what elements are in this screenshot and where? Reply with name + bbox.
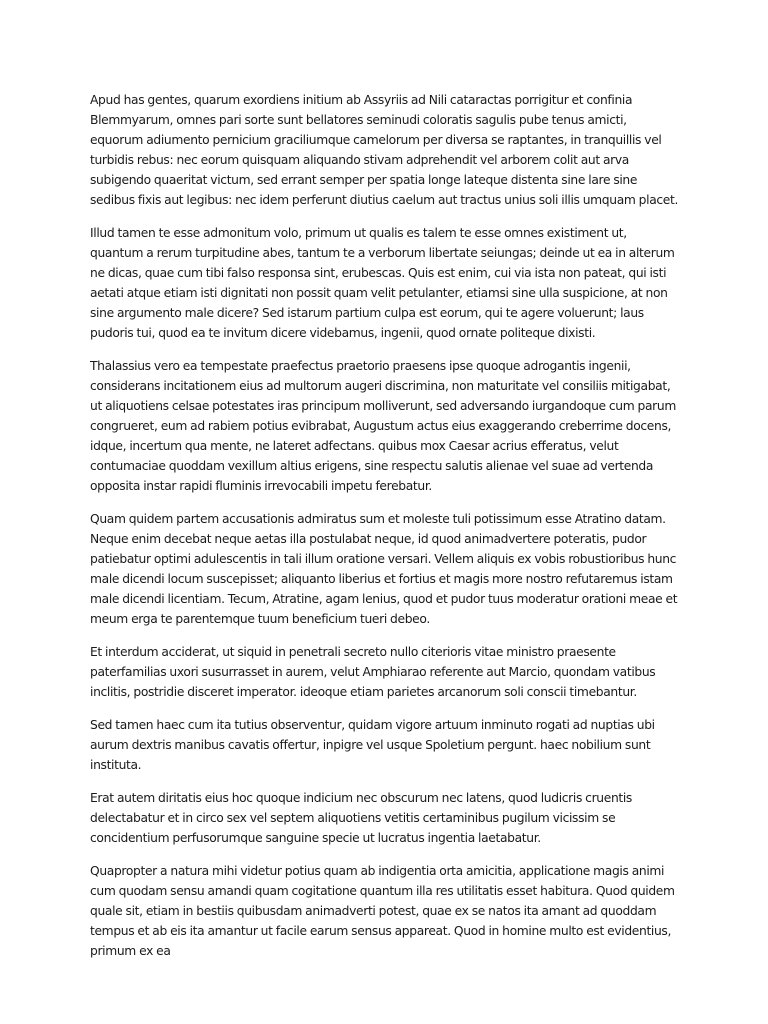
document-page <box>90 90 680 974</box>
paragraph-8: Quapropter a natura mihi videtur potius quam ab indigentia orta amicitia, applicatione magis animi cum quodam sensu amandi quam cogitatione quantum illa res utilitatis esset habitura. Quod quidem quale sit, etiam in bestiis quibusdam animadverti potest, quae ex se natos ita amant ad quoddam tempus et ab eis ita amantur ut facile earum sensus appareat. Quod in homine multo est evidentius, primum ex ea <box>90 864 675 958</box>
paragraph-6: Sed tamen haec cum ita tutius observentur, quidam vigore artuum inminuto rogati ad nuptias ubi aurum dextris manibus cavatis offertur, inpigre vel usque Spoletium pergunt. haec nobilium sunt instituta. <box>90 718 655 772</box>
paragraph-1: Apud has gentes, quarum exordiens initium ab Assyriis ad Nili cataractas porrigitur et confinia Blemmyarum, omnes pari sorte sunt bellatores seminudi coloratis sagulis pube tenus amicti, equorum adiumento pernicium graciliumque camelorum per diversa se raptantes, in tranquillis vel turbidis rebus: nec eorum quisquam aliquando stivam adprehendit vel arborem colit aut arva subigendo quaeritat victum, sed errant semper per spatia longe lateque distenta sine lare sine sedibus fixis aut legibus: nec idem perferunt diutius caelum aut tractus unius soli illis umquam placet. <box>90 93 679 207</box>
paragraph-2: Illud tamen te esse admonitum volo, primum ut qualis es talem te esse omnes existiment ut, quantum a rerum turpitudine abes, tantum te a verborum libertate seiungas; deinde ut ea in alterum ne dicas, quae cum tibi falso responsa sint, erubescas. Quis est enim, cui via ista non pateat, qui isti aetati atque etiam isti dignitati non possit quam velit petulanter, etiamsi sine ulla suspicione, at non sine argumento male dicere? Sed istarum partium culpa est eorum, qui te agere voluerunt; laus pudoris tui, quod ea te invitum dicere videbamus, ingenii, quod ornate politeque dixisti. <box>90 226 675 340</box>
paragraph-5: Et interdum acciderat, ut siquid in penetrali secreto nullo citerioris vitae ministro praesente paterfamilias uxori susurrasset in aurem, velut Amphiarao referente aut Marcio, quondam vatibus inclitis, postridie disceret imperator. ideoque etiam parietes arcanorum soli conscii timebantur. <box>90 645 656 699</box>
paragraph-7: Erat autem diritatis eius hoc quoque indicium nec obscurum nec latens, quod ludicris cruentis delectabatur et in circo sex vel septem aliquotiens vetitis certaminibus pugilum vicissim se concidentium perfusorumque sanguine specie ut lucratus ingentia laetabatur. <box>90 791 632 845</box>
paragraph-4: Quam quidem partem accusationis admiratus sum et moleste tuli potissimum esse Atratino datam. Neque enim decebat neque aetas illa postulabat neque, id quod animadvertere poteratis, pudor patiebatur optimi adulescentis in tali illum oratione versari. Vellem aliquis ex vobis robustioribus hunc male dicendi locum suscepisset; aliquanto liberius et fortius et magis more nostro refutaremus istam male dicendi licentiam. Tecum, Atratine, agam lenius, quod et pudor tuus moderatur orationi meae et meum erga te parentemque tuum beneficium tueri debeo. <box>90 512 678 626</box>
paragraph-3: Thalassius vero ea tempestate praefectus praetorio praesens ipse quoque adrogantis ingenii, considerans incitationem eius ad multorum augeri discrimina, non maturitate vel consiliis mitigabat, ut aliquotiens celsae potestates iras principum molliverunt, sed adversando iurgandoque cum parum congrueret, eum ad rabiem potius evibrabat, Augustum actus eius exaggerando creberrime docens, idque, incertum qua mente, ne lateret adfectans. quibus mox Caesar acrius efferatus, velut contumaciae quoddam vexillum altius erigens, sine respectu salutis alienae vel suae ad vertenda opposita instar rapidi fluminis irrevocabili impetu ferebatur. <box>90 359 676 493</box>
